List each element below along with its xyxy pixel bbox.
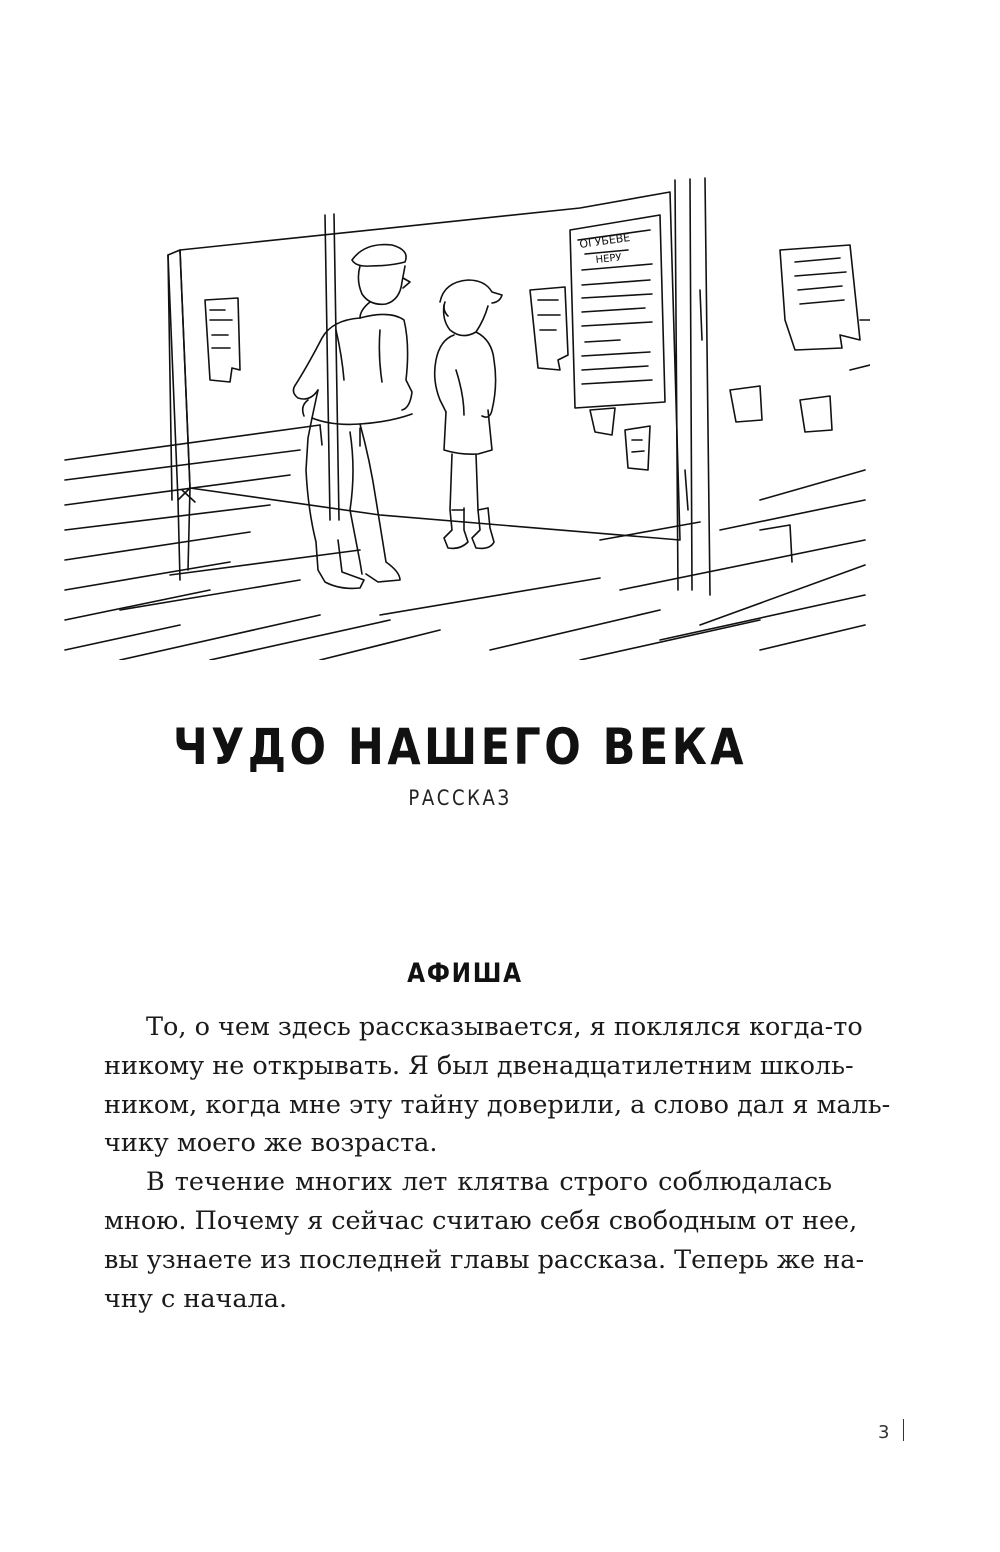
paragraph-1-line-1: То, о чем здесь рассказывается, я поклялся когда-то (146, 1012, 863, 1042)
paragraph-2-line-3: вы узнаете из последней главы рассказа. Теперь же на- (104, 1244, 865, 1275)
paragraph-1-line-4: чику моего же возраста. (104, 1128, 438, 1159)
paragraph-2-line-1: В течение многих лет клятва строго соблюдалась (146, 1167, 832, 1198)
page-number: 3 (878, 1422, 890, 1443)
paragraph-1-line-3: ником, когда мне эту тайну доверили, а слово дал я маль- (104, 1089, 891, 1120)
story-subtitle: РАССКАЗ (408, 786, 512, 810)
paragraph-1-line-2: никому не открывать. Я был двенадцатилетним школь- (104, 1050, 854, 1081)
chapter-title: АФИША (407, 958, 523, 989)
story-title: ЧУДО НАШЕГО ВЕКА (172, 718, 748, 776)
story-body (104, 1008, 891, 1318)
page-number-divider (903, 1419, 904, 1441)
poster-wall-illustration (60, 170, 870, 660)
poster-text-1: ОГУБЕВЕ (578, 230, 631, 251)
poster-text-2: НЕРУ (595, 252, 623, 266)
paragraph-2-line-2: мною. Почему я сейчас считаю себя свободным от нее, (104, 1205, 858, 1236)
paragraph-2-line-4: чну с начала. (104, 1283, 288, 1314)
chapter-illustration (60, 170, 870, 660)
